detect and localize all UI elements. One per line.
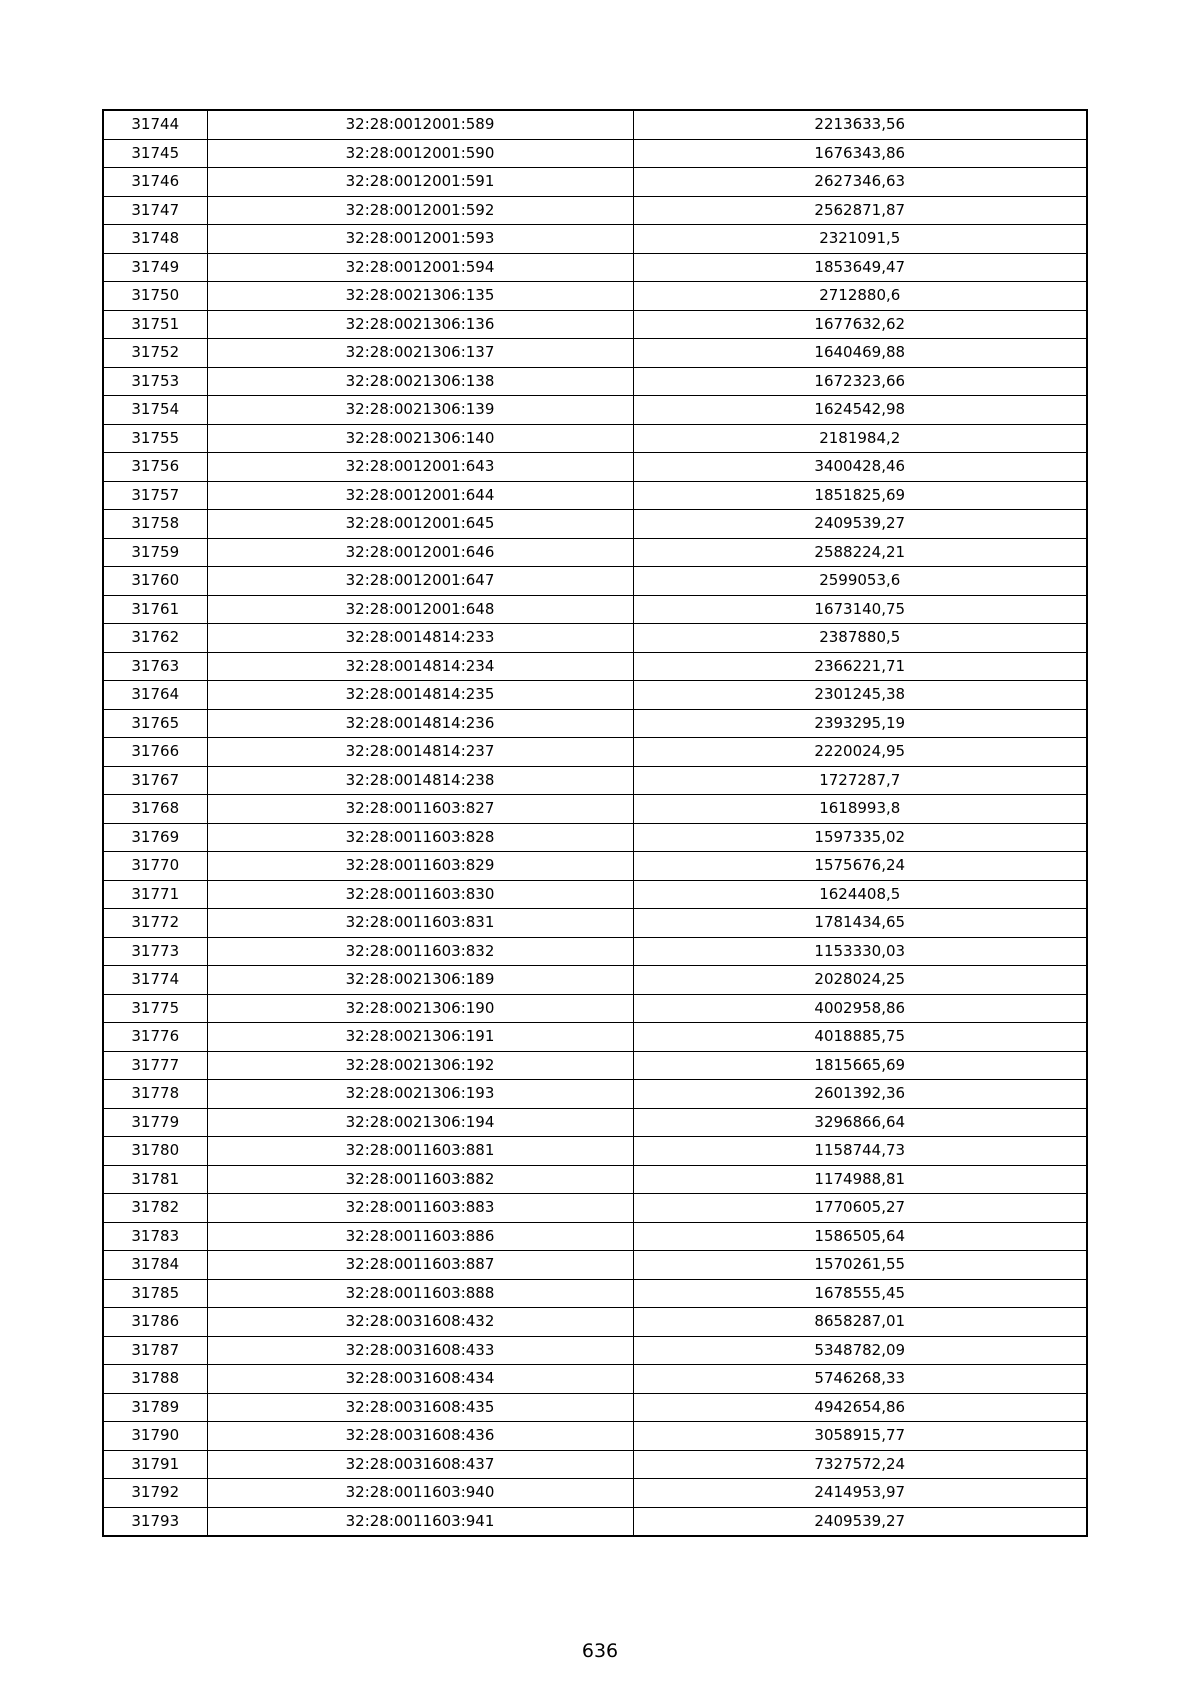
cadastral-value-cell: 1853649,47 [633, 253, 1087, 282]
table-row [103, 1222, 1087, 1251]
row-number-cell: 31755 [103, 424, 207, 453]
table-row [103, 1194, 1087, 1223]
cadastral-value-cell: 2028024,25 [633, 966, 1087, 995]
table-row [103, 453, 1087, 482]
cadastral-number-cell: 32:28:0014814:234 [207, 652, 633, 681]
table-row [103, 624, 1087, 653]
cadastral-number-cell: 32:28:0012001:589 [207, 110, 633, 139]
row-number-cell: 31771 [103, 880, 207, 909]
table-row [103, 937, 1087, 966]
cadastral-value-cell: 1678555,45 [633, 1279, 1087, 1308]
cadastral-number-cell: 32:28:0012001:643 [207, 453, 633, 482]
cadastral-value-cell: 2393295,19 [633, 709, 1087, 738]
table-row [103, 852, 1087, 881]
cadastral-number-cell: 32:28:0021306:194 [207, 1108, 633, 1137]
table-row [103, 367, 1087, 396]
cadastral-value-cell: 1158744,73 [633, 1137, 1087, 1166]
cadastral-number-cell: 32:28:0011603:827 [207, 795, 633, 824]
table-row [103, 595, 1087, 624]
page-number: 636 [581, 1640, 619, 1662]
cadastral-value-cell: 2562871,87 [633, 196, 1087, 225]
cadastral-value-cell: 3400428,46 [633, 453, 1087, 482]
cadastral-value-cell: 1174988,81 [633, 1165, 1087, 1194]
cadastral-value-cell: 1586505,64 [633, 1222, 1087, 1251]
row-number-cell: 31780 [103, 1137, 207, 1166]
cadastral-number-cell: 32:28:0012001:591 [207, 168, 633, 197]
row-number-cell: 31763 [103, 652, 207, 681]
row-number-cell: 31793 [103, 1507, 207, 1536]
cadastral-value-cell: 2599053,6 [633, 567, 1087, 596]
table-row [103, 1422, 1087, 1451]
row-number-cell: 31750 [103, 282, 207, 311]
row-number-cell: 31746 [103, 168, 207, 197]
cadastral-value-cell: 3058915,77 [633, 1422, 1087, 1451]
table-row [103, 196, 1087, 225]
cadastral-value-cell: 1781434,65 [633, 909, 1087, 938]
table-row [103, 880, 1087, 909]
table-row [103, 966, 1087, 995]
cadastral-number-cell: 32:28:0012001:593 [207, 225, 633, 254]
cadastral-value-cell: 1727287,7 [633, 766, 1087, 795]
table-row [103, 1051, 1087, 1080]
table-row [103, 282, 1087, 311]
table-row [103, 1279, 1087, 1308]
row-number-cell: 31768 [103, 795, 207, 824]
cadastral-value-cell: 2414953,97 [633, 1479, 1087, 1508]
table-row [103, 795, 1087, 824]
row-number-cell: 31777 [103, 1051, 207, 1080]
cadastral-number-cell: 32:28:0031608:433 [207, 1336, 633, 1365]
row-number-cell: 31792 [103, 1479, 207, 1508]
cadastral-number-cell: 32:28:0011603:940 [207, 1479, 633, 1508]
row-number-cell: 31774 [103, 966, 207, 995]
cadastral-value-cell: 1851825,69 [633, 481, 1087, 510]
row-number-cell: 31779 [103, 1108, 207, 1137]
table-row [103, 909, 1087, 938]
table-row [103, 1080, 1087, 1109]
table-row [103, 1251, 1087, 1280]
cadastral-number-cell: 32:28:0011603:883 [207, 1194, 633, 1223]
table-row [103, 1137, 1087, 1166]
cadastral-value-cell: 1624408,5 [633, 880, 1087, 909]
row-number-cell: 31783 [103, 1222, 207, 1251]
cadastral-number-cell: 32:28:0014814:237 [207, 738, 633, 767]
cadastral-value-cell: 2366221,71 [633, 652, 1087, 681]
cadastral-value-table [102, 109, 1088, 1537]
row-number-cell: 31778 [103, 1080, 207, 1109]
row-number-cell: 31761 [103, 595, 207, 624]
table-row [103, 567, 1087, 596]
table-row [103, 709, 1087, 738]
cadastral-number-cell: 32:28:0021306:136 [207, 310, 633, 339]
cadastral-value-cell: 2712880,6 [633, 282, 1087, 311]
cadastral-number-cell: 32:28:0014814:236 [207, 709, 633, 738]
cadastral-number-cell: 32:28:0014814:233 [207, 624, 633, 653]
table-row [103, 481, 1087, 510]
cadastral-number-cell: 32:28:0011603:830 [207, 880, 633, 909]
table-row [103, 994, 1087, 1023]
row-number-cell: 31744 [103, 110, 207, 139]
cadastral-value-cell: 2409539,27 [633, 510, 1087, 539]
cadastral-number-cell: 32:28:0031608:435 [207, 1393, 633, 1422]
cadastral-value-cell: 2387880,5 [633, 624, 1087, 653]
table-row [103, 1108, 1087, 1137]
cadastral-number-cell: 32:28:0031608:436 [207, 1422, 633, 1451]
cadastral-number-cell: 32:28:0021306:193 [207, 1080, 633, 1109]
cadastral-value-cell: 2220024,95 [633, 738, 1087, 767]
data-table-container [102, 109, 1086, 1537]
cadastral-number-cell: 32:28:0031608:437 [207, 1450, 633, 1479]
row-number-cell: 31776 [103, 1023, 207, 1052]
row-number-cell: 31789 [103, 1393, 207, 1422]
cadastral-number-cell: 32:28:0021306:191 [207, 1023, 633, 1052]
cadastral-number-cell: 32:28:0011603:888 [207, 1279, 633, 1308]
cadastral-value-cell: 2409539,27 [633, 1507, 1087, 1536]
row-number-cell: 31762 [103, 624, 207, 653]
cadastral-value-cell: 1575676,24 [633, 852, 1087, 881]
row-number-cell: 31782 [103, 1194, 207, 1223]
cadastral-number-cell: 32:28:0021306:192 [207, 1051, 633, 1080]
cadastral-number-cell: 32:28:0012001:645 [207, 510, 633, 539]
row-number-cell: 31791 [103, 1450, 207, 1479]
table-row [103, 1308, 1087, 1337]
cadastral-value-cell: 3296866,64 [633, 1108, 1087, 1137]
cadastral-value-cell: 1640469,88 [633, 339, 1087, 368]
table-row [103, 396, 1087, 425]
cadastral-value-cell: 4942654,86 [633, 1393, 1087, 1422]
row-number-cell: 31754 [103, 396, 207, 425]
cadastral-number-cell: 32:28:0012001:644 [207, 481, 633, 510]
cadastral-number-cell: 32:28:0011603:831 [207, 909, 633, 938]
row-number-cell: 31772 [103, 909, 207, 938]
row-number-cell: 31786 [103, 1308, 207, 1337]
cadastral-value-cell: 1672323,66 [633, 367, 1087, 396]
table-row [103, 225, 1087, 254]
row-number-cell: 31764 [103, 681, 207, 710]
cadastral-value-cell: 1815665,69 [633, 1051, 1087, 1080]
cadastral-value-cell: 1624542,98 [633, 396, 1087, 425]
cadastral-number-cell: 32:28:0021306:140 [207, 424, 633, 453]
cadastral-value-cell: 1570261,55 [633, 1251, 1087, 1280]
table-row [103, 424, 1087, 453]
table-row [103, 1336, 1087, 1365]
cadastral-value-cell: 2627346,63 [633, 168, 1087, 197]
cadastral-number-cell: 32:28:0021306:139 [207, 396, 633, 425]
cadastral-number-cell: 32:28:0011603:828 [207, 823, 633, 852]
cadastral-value-cell: 5746268,33 [633, 1365, 1087, 1394]
cadastral-number-cell: 32:28:0014814:235 [207, 681, 633, 710]
row-number-cell: 31770 [103, 852, 207, 881]
row-number-cell: 31753 [103, 367, 207, 396]
cadastral-number-cell: 32:28:0012001:646 [207, 538, 633, 567]
table-row [103, 1023, 1087, 1052]
cadastral-number-cell: 32:28:0031608:434 [207, 1365, 633, 1394]
cadastral-number-cell: 32:28:0021306:135 [207, 282, 633, 311]
table-row [103, 738, 1087, 767]
row-number-cell: 31758 [103, 510, 207, 539]
row-number-cell: 31781 [103, 1165, 207, 1194]
row-number-cell: 31751 [103, 310, 207, 339]
row-number-cell: 31757 [103, 481, 207, 510]
cadastral-value-cell: 1153330,03 [633, 937, 1087, 966]
cadastral-value-cell: 2321091,5 [633, 225, 1087, 254]
table-row [103, 310, 1087, 339]
row-number-cell: 31760 [103, 567, 207, 596]
cadastral-number-cell: 32:28:0011603:886 [207, 1222, 633, 1251]
cadastral-number-cell: 32:28:0011603:941 [207, 1507, 633, 1536]
cadastral-number-cell: 32:28:0012001:594 [207, 253, 633, 282]
cadastral-number-cell: 32:28:0012001:648 [207, 595, 633, 624]
cadastral-number-cell: 32:28:0031608:432 [207, 1308, 633, 1337]
table-row [103, 823, 1087, 852]
table-row [103, 538, 1087, 567]
cadastral-number-cell: 32:28:0011603:832 [207, 937, 633, 966]
table-body [103, 110, 1087, 1536]
cadastral-value-cell: 7327572,24 [633, 1450, 1087, 1479]
table-row [103, 766, 1087, 795]
row-number-cell: 31788 [103, 1365, 207, 1394]
cadastral-value-cell: 5348782,09 [633, 1336, 1087, 1365]
table-row [103, 1393, 1087, 1422]
cadastral-value-cell: 1618993,8 [633, 795, 1087, 824]
table-row [103, 1479, 1087, 1508]
table-row [103, 652, 1087, 681]
cadastral-value-cell: 2301245,38 [633, 681, 1087, 710]
cadastral-value-cell: 2181984,2 [633, 424, 1087, 453]
cadastral-value-cell: 1677632,62 [633, 310, 1087, 339]
row-number-cell: 31748 [103, 225, 207, 254]
cadastral-number-cell: 32:28:0021306:137 [207, 339, 633, 368]
table-row [103, 1507, 1087, 1536]
cadastral-value-cell: 2601392,36 [633, 1080, 1087, 1109]
cadastral-value-cell: 1676343,86 [633, 139, 1087, 168]
cadastral-number-cell: 32:28:0011603:887 [207, 1251, 633, 1280]
table-row [103, 253, 1087, 282]
cadastral-value-cell: 1673140,75 [633, 595, 1087, 624]
table-row [103, 139, 1087, 168]
table-row [103, 1450, 1087, 1479]
table-row [103, 1165, 1087, 1194]
row-number-cell: 31745 [103, 139, 207, 168]
cadastral-number-cell: 32:28:0012001:647 [207, 567, 633, 596]
cadastral-number-cell: 32:28:0011603:882 [207, 1165, 633, 1194]
cadastral-value-cell: 4002958,86 [633, 994, 1087, 1023]
cadastral-number-cell: 32:28:0012001:592 [207, 196, 633, 225]
table-row [103, 510, 1087, 539]
cadastral-number-cell: 32:28:0014814:238 [207, 766, 633, 795]
row-number-cell: 31765 [103, 709, 207, 738]
row-number-cell: 31749 [103, 253, 207, 282]
row-number-cell: 31784 [103, 1251, 207, 1280]
table-row [103, 681, 1087, 710]
row-number-cell: 31773 [103, 937, 207, 966]
cadastral-number-cell: 32:28:0012001:590 [207, 139, 633, 168]
table-row [103, 1365, 1087, 1394]
cadastral-value-cell: 2588224,21 [633, 538, 1087, 567]
row-number-cell: 31756 [103, 453, 207, 482]
cadastral-number-cell: 32:28:0011603:881 [207, 1137, 633, 1166]
cadastral-number-cell: 32:28:0011603:829 [207, 852, 633, 881]
cadastral-value-cell: 1770605,27 [633, 1194, 1087, 1223]
cadastral-value-cell: 1597335,02 [633, 823, 1087, 852]
cadastral-number-cell: 32:28:0021306:138 [207, 367, 633, 396]
cadastral-number-cell: 32:28:0021306:190 [207, 994, 633, 1023]
row-number-cell: 31787 [103, 1336, 207, 1365]
table-row [103, 339, 1087, 368]
row-number-cell: 31769 [103, 823, 207, 852]
row-number-cell: 31790 [103, 1422, 207, 1451]
row-number-cell: 31775 [103, 994, 207, 1023]
cadastral-number-cell: 32:28:0021306:189 [207, 966, 633, 995]
table-row [103, 110, 1087, 139]
row-number-cell: 31752 [103, 339, 207, 368]
cadastral-value-cell: 4018885,75 [633, 1023, 1087, 1052]
table-row [103, 168, 1087, 197]
cadastral-value-cell: 8658287,01 [633, 1308, 1087, 1337]
row-number-cell: 31767 [103, 766, 207, 795]
row-number-cell: 31747 [103, 196, 207, 225]
row-number-cell: 31766 [103, 738, 207, 767]
row-number-cell: 31785 [103, 1279, 207, 1308]
cadastral-value-cell: 2213633,56 [633, 110, 1087, 139]
row-number-cell: 31759 [103, 538, 207, 567]
